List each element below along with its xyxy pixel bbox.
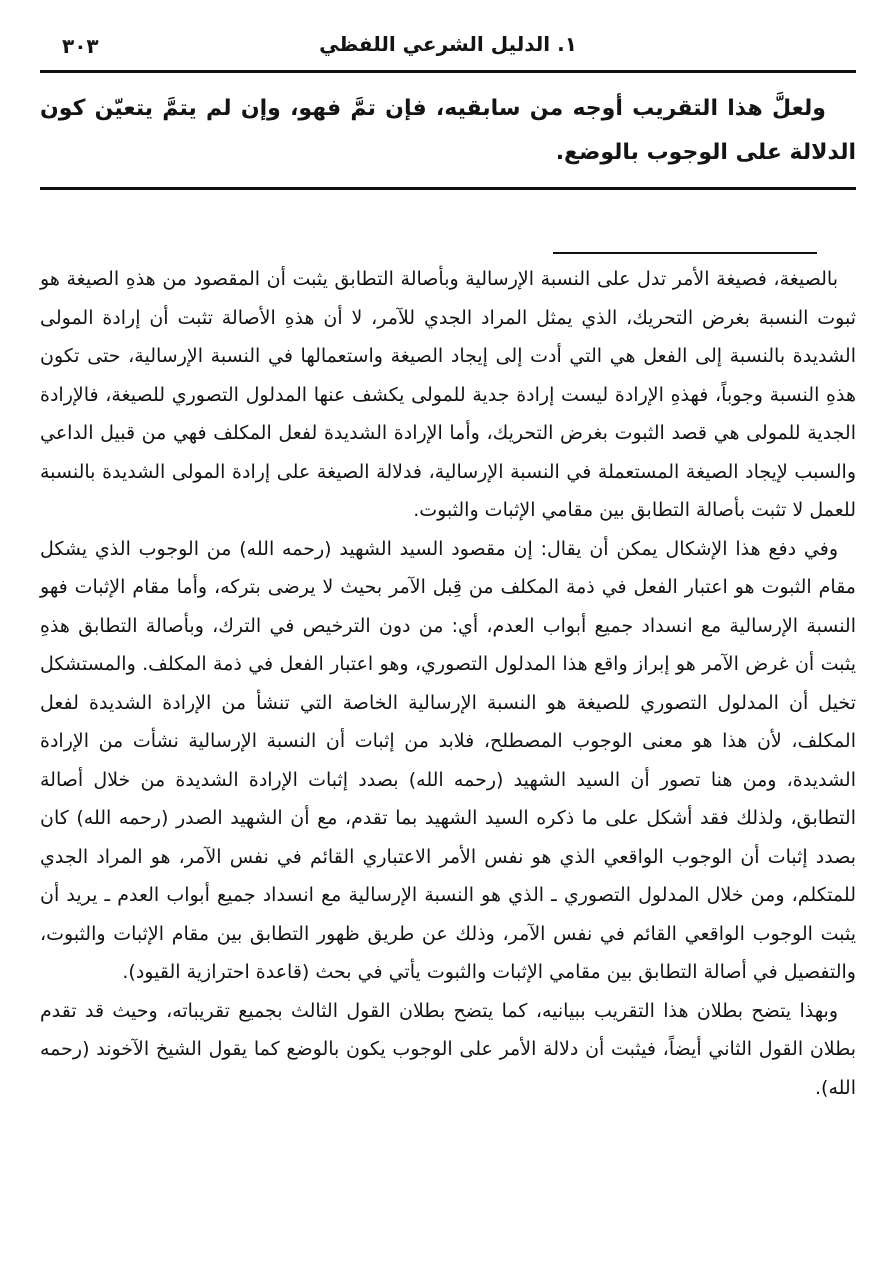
page-content [0,26,896,1107]
header-rule [40,70,856,73]
matn-bottom-rule [40,187,856,190]
footnote-block [40,260,856,1107]
footnote-paragraph: وبهذا يتضح بطلان هذا التقريب ببيانيه، كما يتضح بطلان القول الثالث بجميع تقريباته، وحيث قد تقدم بطلان القول الثاني أيضاً، فيثبت أن دلالة الأمر على الوجوب يكون بالوضع كما يقول الشيخ الآخوند (رحمه الله). [40,999,856,1099]
matn-paragraph: ولعلَّ هذا التقريب أوجه من سابقيه، فإن تمَّ فهو، وإن لم يتمَّ يتعيّن كون الدلالة على الوجوب بالوضع. [40,96,856,165]
header-title: ١. الدليل الشرعي اللفظي [319,32,577,56]
page-number: ٣٠٣ [62,34,99,58]
footnote-paragraph: وفي دفع هذا الإشكال يمكن أن يقال: إن مقصود السيد الشهيد (رحمه الله) من الوجوب الذي يشكل مقام الثبوت هو اعتبار الفعل في ذمة المكلف من قِبل الآمر بحيث لا يرضى بتركه، وأما مقام الإثبات فهو النسبة الإرسالية مع انسداد جميع أبواب العدم، أي: من دون الترخيص في الترك، وبأصالة التطابق هذهِ يثبت أن غرض الآمر هو إبراز واقع هذا المدلول التصوري، وهو اعتبار الفعل في ذمة المكلف. والمستشكل تخيل أن المدلول التصوري للصيغة هو النسبة الإرسالية الخاصة التي تنشأ من الإرادة الشديدة لفعل المكلف، لأن هذا هو معنى الوجوب المصطلح، فلابد من إثبات أن النسبة الإرسالية نشأت من الإرادة الشديدة، ومن هنا تصور أن السيد الشهيد (رحمه الله) بصدد إثبات الإرادة الشديدة من خلال أصالة التطابق، ولذلك فقد أشكل على ما ذكره السيد الشهيد بما تقدم، مع أن الشهيد الصدر (رحمه الله) كان بصدد إثبات أن الوجوب الواقعي الذي هو نفس الأمر الاعتباري القائم في نفس الآمر، هو المراد الجدي للمتكلم، ومن خلال المدلول التصوري ـ الذي هو النسبة الإرسالية مع انسداد جميع أبواب العدم ـ يريد أن يثبت الوجوب الواقعي القائم في نفس الآمر، وذلك عن طريق ظهور التطابق بين مقام الإثبات والثبوت، والتفصيل في أصالة التطابق بين مقامي الإثبات والثبوت يأتي في بحث (قاعدة احترازية القيود). [40,537,856,983]
page-header [40,26,856,70]
footnote-separator [553,252,817,254]
footnote-paragraph: بالصيغة، فصيغة الأمر تدل على النسبة الإرسالية وبأصالة التطابق يثبت أن المقصود من هذهِ الصيغة هو ثبوت النسبة بغرض التحريك، الذي يمثل المراد الجدي للآمر، لا أن هذهِ الأصالة تثبت أن إرادة المولى الشديدة بالنسبة إلى الفعل هي التي أدت إلى إيجاد الصيغة واستعمالها في النسبة الإرسالية، حتى تكون هذهِ النسبة وجوباً، فهذهِ الإرادة ليست إرادة جدية للمولى يكشف عنها المدلول التصوري للصيغة، فالإرادة الجدية للمولى هي قصد الثبوت بغرض التحريك، وأما الإرادة الشديدة لفعل المكلف فهي من قبيل الداعي والسبب لإيجاد الصيغة المستعملة في النسبة الإرسالية، فدلالة الصيغة على إرادة المولى الشديدة بالنسبة للعمل لا تثبت بأصالة التطابق بين مقامي الإثبات والثبوت. [40,268,856,521]
